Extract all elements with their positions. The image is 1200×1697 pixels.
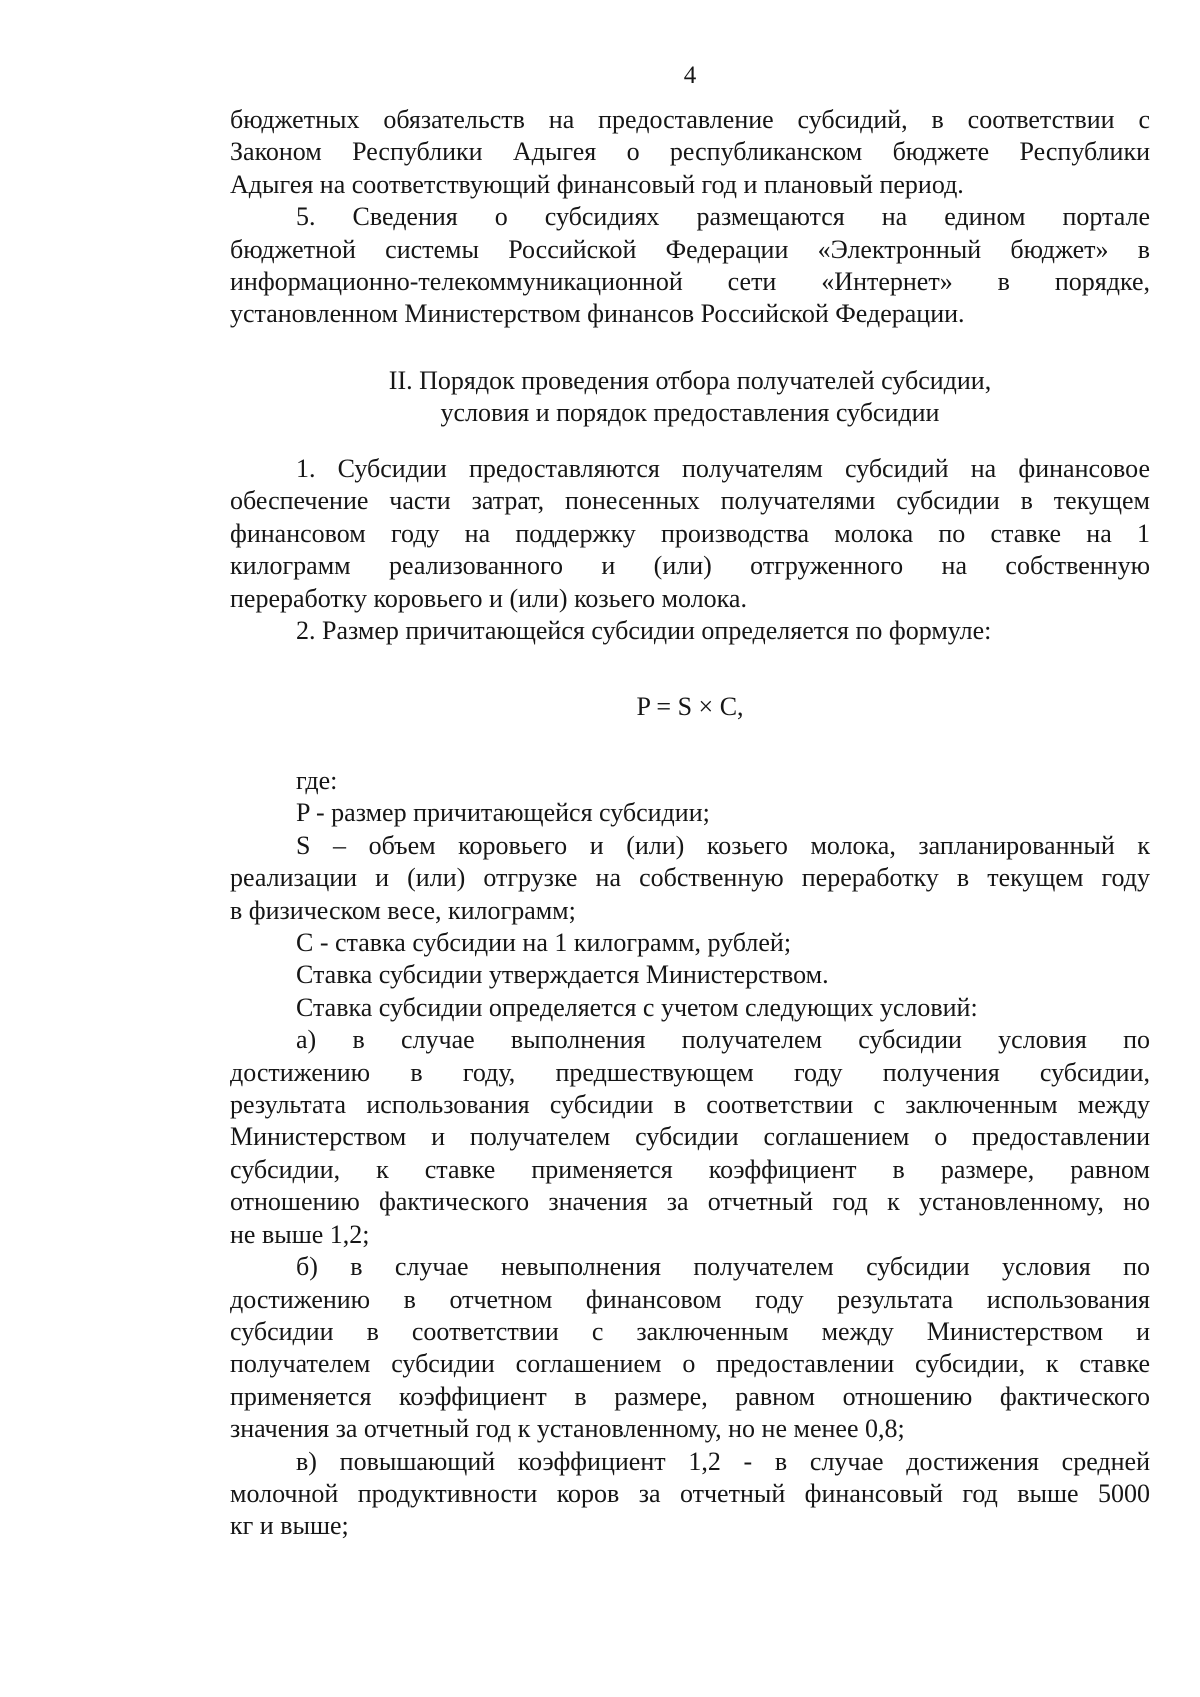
text-line: а) в случае выполнения получателем субсидии условия по bbox=[296, 1025, 1150, 1055]
text-line: S – объем коровьего и (или) козьего молока, запланированный к bbox=[296, 830, 1150, 860]
text-line: Министерством и получателем субсидии соглашением о предоставлении bbox=[230, 1122, 1150, 1152]
text-line: субсидии, к ставке применяется коэффициент в размере, равном bbox=[230, 1154, 1150, 1184]
text-line: б) в случае невыполнения получателем субсидии условия по bbox=[296, 1252, 1150, 1282]
text-line: не выше 1,2; bbox=[230, 1219, 370, 1249]
text-line: субсидии в соответствии с заключенным между Министерством и bbox=[230, 1316, 1150, 1346]
text-line: значения за отчетный год к установленному, но не менее 0,8; bbox=[230, 1414, 905, 1444]
text-line: получателем субсидии соглашением о предоставлении субсидии, к ставке bbox=[230, 1349, 1150, 1379]
text-line: Ставка субсидии утверждается Министерством. bbox=[296, 960, 829, 990]
text-line: информационно-телекоммуникационной сети «Интернет» в порядке, bbox=[230, 267, 1150, 297]
text-line: килограмм реализованного и (или) отгруженного на собственную bbox=[230, 551, 1150, 581]
text-line: реализации и (или) отгрузке на собственную переработку в текущем году bbox=[230, 863, 1150, 893]
heading-line: условия и порядок предоставления субсидии bbox=[440, 398, 940, 428]
subsidy-items bbox=[230, 453, 1150, 647]
budget-paragraphs bbox=[230, 104, 1150, 331]
text-line: 1. Субсидии предоставляются получателям субсидий на финансовое bbox=[296, 454, 1150, 483]
formula-definitions bbox=[230, 765, 1150, 1543]
section-heading bbox=[230, 365, 1150, 430]
page-number: 4 bbox=[683, 62, 697, 89]
text-line: финансовом году на поддержку производства молока по ставке на 1 bbox=[230, 518, 1150, 548]
text-line: 2. Размер причитающейся субсидии определяется по формуле: bbox=[296, 616, 992, 646]
text-line: 5. Сведения о субсидиях размещаются на едином портале bbox=[296, 202, 1150, 232]
text-line: в физическом весе, килограмм; bbox=[230, 895, 576, 925]
text-line: Ставка субсидии определяется с учетом следующих условий: bbox=[296, 992, 978, 1022]
text-line: отношению фактического значения за отчетный год к установленному, но bbox=[230, 1187, 1150, 1217]
text-line: достижению в отчетном финансовом году результата использования bbox=[230, 1284, 1150, 1314]
text-line: Адыгея на соответствующий финансовый год и плановый период. bbox=[230, 169, 964, 199]
text-line: применяется коэффициент в размере, равном отношению фактического bbox=[230, 1381, 1150, 1411]
text-line: бюджетной системы Российской Федерации «Электронный бюджет» в bbox=[230, 234, 1150, 264]
text-line: достижению в году, предшествующем году получения субсидии, bbox=[230, 1057, 1150, 1087]
text-line: молочной продуктивности коров за отчетный финансовый год выше 5000 bbox=[230, 1478, 1150, 1508]
text-line: бюджетных обязательств на предоставление субсидий, в соответствии с bbox=[230, 105, 1150, 134]
text-line: в) повышающий коэффициент 1,2 - в случае достижения средней bbox=[296, 1446, 1150, 1476]
text-line: результата использования субсидии в соответствии с заключенным между bbox=[230, 1090, 1150, 1120]
text-line: обеспечение части затрат, понесенных получателями субсидии в текущем bbox=[230, 486, 1150, 516]
text-line: кг и выше; bbox=[230, 1511, 349, 1541]
text-line: C - ставка субсидии на 1 килограмм, рублей; bbox=[296, 928, 792, 958]
heading-line: II. Порядок проведения отбора получателей субсидии, bbox=[388, 366, 992, 395]
text-line: установленном Министерством финансов Российской Федерации. bbox=[230, 299, 965, 329]
subsidy-formula: P = S × C, bbox=[636, 692, 744, 721]
text-line: P - размер причитающейся субсидии; bbox=[296, 798, 710, 828]
text-line: Законом Республики Адыгея о республиканском бюджете Республики bbox=[230, 137, 1150, 167]
text-line: переработку коровьего и (или) козьего молока. bbox=[230, 583, 747, 613]
text-line: где: bbox=[296, 766, 338, 795]
